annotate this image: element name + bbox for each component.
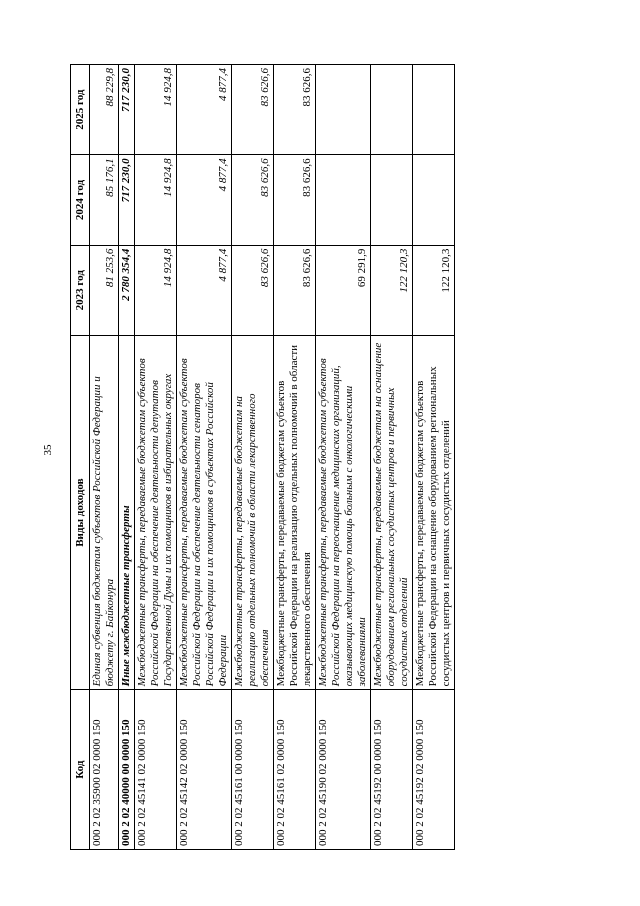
row-code: 000 2 02 45192 00 0000 150 — [371, 690, 413, 850]
row-2024: 85 176,1 — [90, 155, 119, 245]
row-2023: 14 924,8 — [135, 245, 177, 335]
table-row — [119, 65, 135, 850]
table-row — [413, 65, 455, 850]
page-number: 35 — [42, 444, 54, 456]
row-2023: 122 120,3 — [413, 245, 455, 335]
table-row — [232, 65, 274, 850]
row-code: 000 2 02 45161 02 0000 150 — [274, 690, 316, 850]
row-2025 — [413, 65, 455, 155]
row-2024 — [316, 155, 371, 245]
row-code: 000 2 02 45161 00 0000 150 — [232, 690, 274, 850]
row-2025: 88 229,8 — [90, 65, 119, 155]
row-2023: 83 626,6 — [232, 245, 274, 335]
row-2023: 83 626,6 — [274, 245, 316, 335]
row-2025: 83 626,6 — [274, 65, 316, 155]
row-name: Межбюджетные трансферты, передаваемые бюджетам субъектов Российской Федерации на реализацию отдельных полномочий в области лекарственного обеспечения — [274, 335, 316, 690]
revenue-table-container — [70, 64, 535, 850]
row-code: 000 2 02 45141 02 0000 150 — [135, 690, 177, 850]
header-code: Код — [71, 690, 90, 850]
table-row — [90, 65, 119, 850]
row-name: Иные межбюджетные трансферты — [119, 335, 135, 690]
header-2024: 2024 год — [71, 155, 90, 245]
table-header-row — [71, 65, 90, 850]
row-code: 000 2 02 45142 02 0000 150 — [177, 690, 232, 850]
row-code: 000 2 02 40000 00 0000 150 — [119, 690, 135, 850]
table-row — [371, 65, 413, 850]
row-2023: 2 780 354,4 — [119, 245, 135, 335]
row-name: Межбюджетные трансферты, передаваемые бюджетам на реализацию отдельных полномочий в области лекарственного обеспечения — [232, 335, 274, 690]
row-2024 — [371, 155, 413, 245]
row-2025 — [316, 65, 371, 155]
header-2023: 2023 год — [71, 245, 90, 335]
row-name: Межбюджетные трансферты, передаваемые бюджетам субъектов Российской Федерации на обеспечение деятельности депутатов Государственной Думы и их помощников в избирательных округах — [135, 335, 177, 690]
row-2025: 14 924,8 — [135, 65, 177, 155]
revenue-table — [70, 64, 455, 850]
row-2024: 14 924,8 — [135, 155, 177, 245]
table-row — [316, 65, 371, 850]
table-row — [274, 65, 316, 850]
row-name: Межбюджетные трансферты, передаваемые бюджетам субъектов Российской Федерации на переоснащение медицинских организаций, оказывающих медицинскую помощь больным с онкологическими заболеваниями — [316, 335, 371, 690]
row-code: 000 2 02 35900 02 0000 150 — [90, 690, 119, 850]
header-name: Виды доходов — [71, 335, 90, 690]
row-code: 000 2 02 45192 02 0000 150 — [413, 690, 455, 850]
row-2024 — [413, 155, 455, 245]
row-2023: 4 877,4 — [177, 245, 232, 335]
table-row — [135, 65, 177, 850]
row-2024: 83 626,6 — [274, 155, 316, 245]
row-2025: 83 626,6 — [232, 65, 274, 155]
row-name: Межбюджетные трансферты, передаваемые бюджетам субъектов Российской Федерации на оснащение оборудованием региональных сосудистых центров и первичных сосудистых отделений — [413, 335, 455, 690]
row-2024: 83 626,6 — [232, 155, 274, 245]
row-name: Межбюджетные трансферты, передаваемые бюджетам на оснащение оборудованием региональных сосудистых центров и первичных сосудистых отделений — [371, 335, 413, 690]
row-2025: 717 230,0 — [119, 65, 135, 155]
row-2023: 81 253,6 — [90, 245, 119, 335]
row-2024: 717 230,0 — [119, 155, 135, 245]
row-2025: 4 877,4 — [177, 65, 232, 155]
row-2023: 69 291,9 — [316, 245, 371, 335]
row-2024: 4 877,4 — [177, 155, 232, 245]
header-2025: 2025 год — [71, 65, 90, 155]
row-2023: 122 120,3 — [371, 245, 413, 335]
row-code: 000 2 02 45190 02 0000 150 — [316, 690, 371, 850]
row-2025 — [371, 65, 413, 155]
row-name: Единая субвенция бюджетам субъектов Российской Федерации и бюджету г. Байконура — [90, 335, 119, 690]
table-row — [177, 65, 232, 850]
row-name: Межбюджетные трансферты, передаваемые бюджетам субъектов Российской Федерации на обеспечение деятельности сенаторов Российской Федерации и их помощников в субъектах Российской Федерации — [177, 335, 232, 690]
